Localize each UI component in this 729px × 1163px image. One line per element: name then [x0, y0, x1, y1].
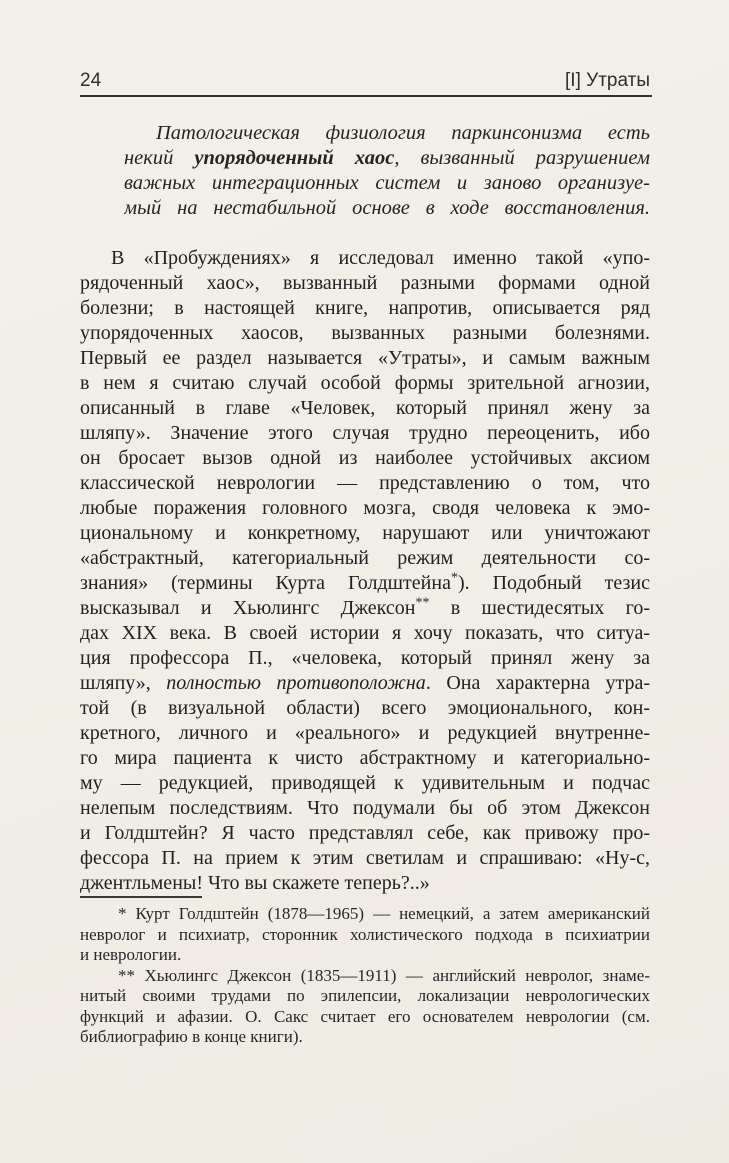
text-segment: Первый ее раздел называется «Утраты», и самым важным — [80, 347, 650, 369]
text-line — [80, 871, 650, 896]
text-segment: ция профессора П., «человека, который принял жену за — [80, 647, 650, 669]
text-line — [124, 121, 650, 146]
text-line — [80, 446, 650, 471]
text-segment: функций и афазии. О. Сакс считает его основателем неврологии (см. — [80, 1006, 650, 1026]
text-line — [80, 296, 650, 321]
text-line — [80, 321, 650, 346]
text-segment: шляпу». Значение этого случая трудно переоценить, ибо — [80, 422, 650, 444]
text-line — [80, 671, 650, 696]
text-segment: нитый своими трудами по эпилепсии, локализации неврологических — [80, 986, 650, 1005]
text-segment: любые поражения головного мозга, сводя человека к эмо- — [80, 497, 650, 519]
text-segment: го мира пациента к чисто абстрактному и категориально- — [80, 747, 650, 769]
running-title: [I] Утраты — [565, 70, 650, 91]
footnote-separator — [80, 896, 202, 898]
text-line — [80, 1027, 650, 1048]
text-line — [80, 966, 650, 987]
text-segment: болезни; в настоящей книге, напротив, описывается ряд — [80, 297, 650, 319]
epigraph — [124, 121, 650, 221]
text-line — [80, 596, 650, 621]
footnotes — [80, 904, 650, 1048]
text-line — [80, 471, 650, 496]
text-line — [80, 396, 650, 421]
text-line — [80, 721, 650, 746]
text-line — [80, 846, 650, 871]
text-segment: Патологическая физиология паркинсонизма есть — [156, 122, 650, 144]
text-segment: ** — [415, 596, 430, 611]
text-segment: упорядоченный хаос — [194, 147, 395, 169]
text-line — [80, 986, 650, 1007]
text-segment: некий — [124, 147, 195, 169]
text-line — [80, 571, 650, 596]
text-segment: нелепым последствиям. Что подумали бы об этом Джексон — [80, 797, 650, 819]
text-line — [80, 821, 650, 846]
text-segment: библиографию в конце книги). — [80, 1027, 303, 1046]
text-segment: описанный в главе «Человек, который принял жену за — [80, 397, 650, 419]
text-line — [124, 171, 650, 196]
text-line — [80, 371, 650, 396]
text-segment: высказывал и Хьюлингс Джексон — [80, 597, 416, 619]
text-segment: «абстрактный, категориальный режим деятельности со- — [80, 547, 650, 569]
text-segment: он бросает вызов одной из наиболее устойчивых аксиом — [80, 447, 650, 469]
text-segment: знания» (термины Курта Голдштейна — [80, 572, 451, 594]
text-segment: * — [450, 571, 458, 586]
text-segment: . Она характерна утра- — [425, 672, 650, 694]
text-line — [80, 496, 650, 521]
text-segment: упорядоченных хаосов, вызванных разными болезнями. — [80, 322, 650, 344]
text-segment: ). Подобный тезис — [457, 572, 650, 594]
text-line — [80, 796, 650, 821]
text-line — [80, 621, 650, 646]
text-segment: в нем я считаю случай особой формы зрительной агнозии, — [80, 372, 650, 394]
text-segment: полностью противоположна — [166, 672, 426, 694]
text-line — [124, 196, 650, 221]
text-segment: циональному и конкретному, нарушают или уничтожают — [80, 522, 650, 544]
text-segment: ** Хьюлингс Джексон (1835—1911) — английский невролог, знаме- — [118, 965, 650, 985]
page-number: 24 — [80, 70, 102, 91]
text-line — [124, 146, 650, 171]
text-line — [80, 246, 650, 271]
text-segment: * Курт Голдштейн (1878—1965) — немецкий, а затем американский — [118, 904, 650, 923]
text-segment: В «Пробуждениях» я исследовал именно такой «упо- — [111, 247, 650, 269]
text-line — [80, 925, 650, 946]
text-segment: той (в визуальной области) всего эмоционального, кон- — [80, 697, 650, 719]
header-rule — [80, 95, 652, 97]
text-line — [80, 945, 650, 966]
text-segment: кретного, личного и «реального» и редукцией внутренне- — [80, 722, 650, 744]
text-line — [80, 646, 650, 671]
text-segment: и Голдштейн? Я часто представлял себе, как привожу про- — [80, 822, 650, 844]
text-segment: в шестидесятых го- — [429, 597, 650, 619]
text-line — [80, 421, 650, 446]
text-line — [80, 696, 650, 721]
text-segment: мый на нестабильной основе в ходе восстановления. — [124, 197, 650, 219]
text-line — [80, 546, 650, 571]
text-segment: дах XIX века. В своей истории я хочу показать, что ситуа- — [80, 622, 650, 644]
text-segment: невролог и психиатр, сторонник холистического подхода в психиатрии — [80, 924, 650, 944]
body-paragraph — [80, 246, 650, 896]
text-line — [80, 771, 650, 796]
text-segment: , вызванный разрушением — [394, 147, 650, 169]
text-line — [80, 271, 650, 296]
text-segment: важных интеграционных систем и заново организуе- — [124, 172, 650, 194]
text-segment: му — редукцией, приводящей к удивительным и подчас — [80, 772, 650, 794]
running-header — [80, 70, 650, 92]
text-line — [80, 521, 650, 546]
text-segment: рядоченный хаос», вызванный разными формами одной — [80, 272, 650, 294]
text-segment: фессора П. на прием к этим светилам и спрашиваю: «Ну-с, — [80, 847, 650, 869]
text-segment: и неврологии. — [80, 945, 182, 964]
text-line — [80, 746, 650, 771]
text-line — [80, 1007, 650, 1028]
text-segment: классической неврологии — представлению о том, что — [80, 472, 650, 494]
text-line — [80, 346, 650, 371]
text-segment: шляпу», — [80, 672, 167, 694]
text-line — [80, 904, 650, 925]
text-segment: джентльмены! Что вы скажете теперь?..» — [80, 872, 430, 894]
